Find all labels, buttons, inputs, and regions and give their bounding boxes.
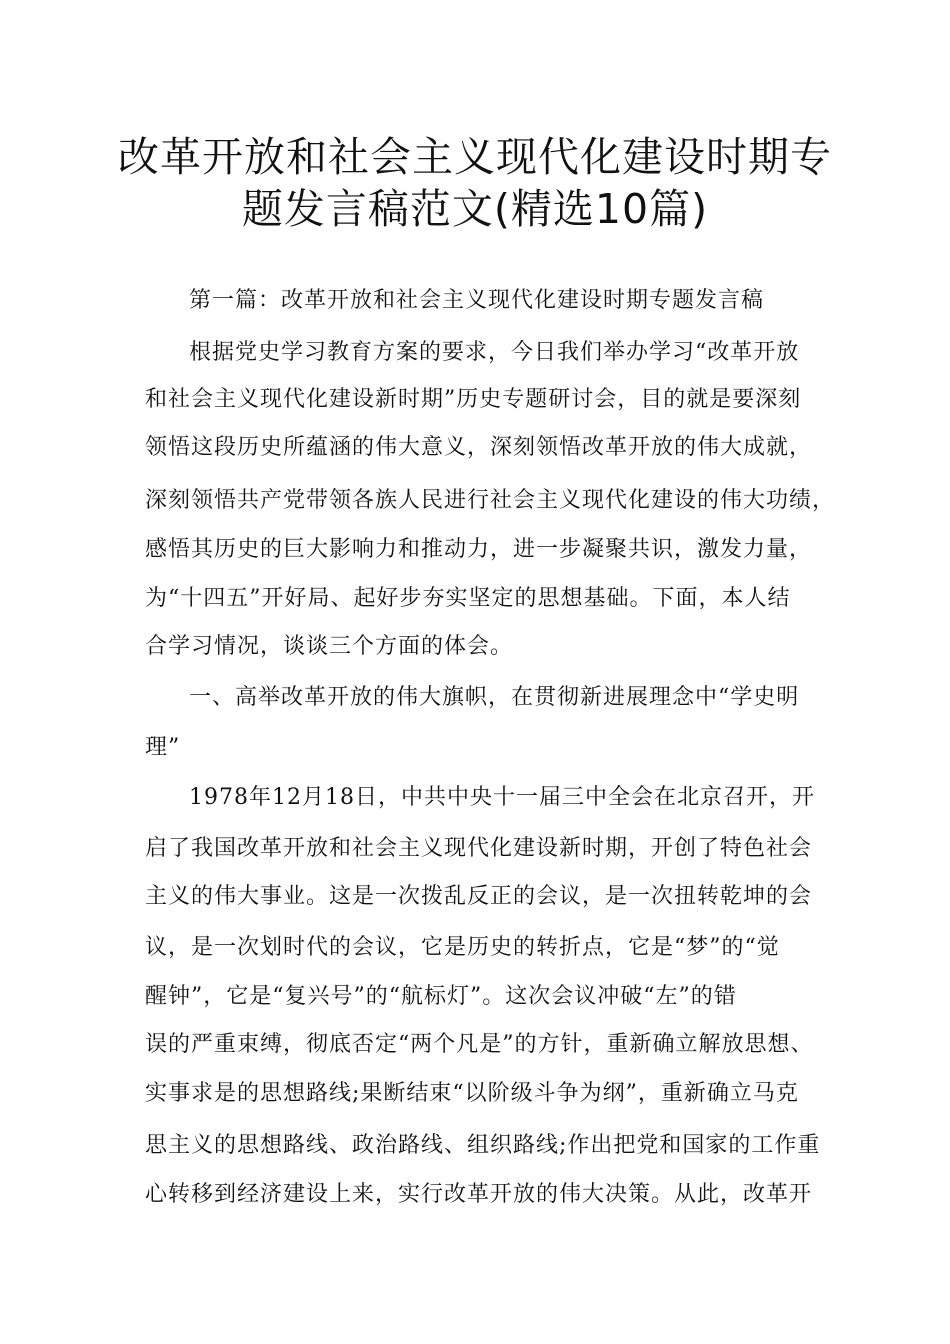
paragraph-line: 为“十四五”开好局、起好步夯实坚定的思想基础。下面，本人结 xyxy=(145,586,791,611)
paragraph-line: 主义的伟大事业。这是一次拨乱反正的会议，是一次扭转乾坤的会 xyxy=(145,884,813,909)
paragraph-line: 感悟其历史的巨大影响力和推动力，进一步凝聚共识，激发力量， xyxy=(145,537,813,562)
paragraph-line: 实事求是的思想路线;果断结束“以阶级斗争为纲”，重新确立马克 xyxy=(145,1081,799,1106)
document-title-line-2: 题发言稿范文(精选10篇) xyxy=(241,185,709,233)
paragraph-line: 心转移到经济建设上来，实行改革开放的伟大决策。从此，改革开 xyxy=(145,1182,813,1207)
subheading-line: 理” xyxy=(145,735,181,760)
subheading-line: 一、高举改革开放的伟大旗帜，在贯彻新进展理念中“学史明 xyxy=(189,685,800,710)
paragraph-line: 和社会主义现代化建设新时期”历史专题研讨会，目的就是要深刻 xyxy=(145,387,802,412)
paragraph-line: 醒钟”，它是“复兴号”的“航标灯”。这次会议冲破“左”的错 xyxy=(145,984,737,1009)
paragraph-line: 合学习情况，谈谈三个方面的体会。 xyxy=(145,634,514,659)
paragraph-line: 领悟这段历史所蕴涵的伟大意义，深刻领悟改革开放的伟大成就， xyxy=(145,435,813,460)
paragraph-line: 深刻领悟共产党带领各族人民进行社会主义现代化建设的伟大功绩， xyxy=(145,488,836,513)
document-title-line-1: 改革开放和社会主义现代化建设时期专 xyxy=(118,133,832,181)
paragraph-line: 思主义的思想路线、政治路线、组织路线;作出把党和国家的工作重 xyxy=(145,1133,821,1158)
section-heading: 第一篇：改革开放和社会主义现代化建设时期专题发言稿 xyxy=(189,288,765,313)
paragraph-line: 根据党史学习教育方案的要求，今日我们举办学习“改革开放 xyxy=(189,340,800,365)
paragraph-line: 误的严重束缚，彻底否定“两个凡是”的方针，重新确立解放思想、 xyxy=(145,1032,814,1057)
paragraph-line: 启了我国改革开放和社会主义现代化建设新时期，开创了特色社会 xyxy=(145,836,813,861)
paragraph-line: 1978年12月18日，中共中央十一届三中全会在北京召开，开 xyxy=(189,785,815,810)
paragraph-line: 议，是一次划时代的会议，它是历史的转折点，它是“梦”的“觉 xyxy=(145,935,780,960)
